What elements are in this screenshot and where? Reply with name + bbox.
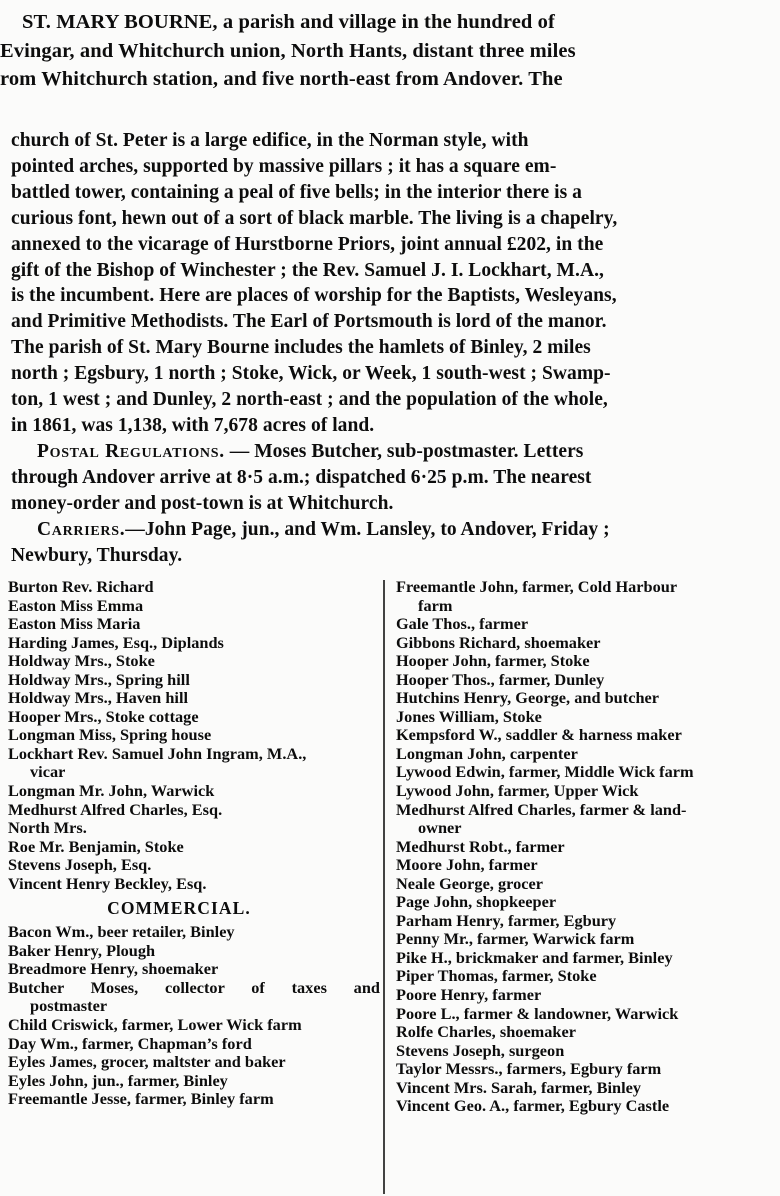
body-line: gift of the Bishop of Winchester ; the Rev. Samuel J. I. Lockhart, M.A.,: [11, 259, 604, 281]
list-item: Stevens Joseph, Esq.: [8, 855, 152, 875]
header-line: rom Whitchurch station, and five north-east from Andover. The: [0, 68, 563, 90]
body-line: pointed arches, supported by massive pillars ; it has a square em-: [11, 155, 557, 177]
list-item: Roe Mr. Benjamin, Stoke: [8, 836, 184, 856]
list-item: Holdway Mrs., Stoke: [8, 651, 155, 671]
header-line: Evingar, and Whitchurch union, North Hants, distant three miles: [0, 39, 576, 62]
carriers-label: Carriers.: [37, 518, 126, 540]
list-item: Page John, shopkeeper: [396, 892, 557, 912]
list-item: Breadmore Henry, shoemaker: [8, 959, 219, 979]
carriers-line: Newbury, Thursday.: [11, 544, 183, 566]
list-item: Medhurst Robt., farmer: [396, 836, 565, 856]
list-item: Gibbons Richard, shoemaker: [396, 632, 601, 652]
body-line: The parish of St. Mary Bourne includes the hamlets of Binley, 2 miles: [11, 337, 591, 359]
list-item: Neale George, grocer: [396, 873, 544, 893]
list-item: Hutchins Henry, George, and butcher: [396, 688, 660, 708]
list-item: Eyles James, grocer, maltster and baker: [8, 1052, 286, 1072]
postal-regulations-label: Postal Regulations.: [37, 440, 225, 462]
body-line: curious font, hewn out of a sort of black marble. The living is a chapelry,: [11, 207, 618, 229]
list-item: Taylor Messrs., farmers, Egbury farm: [396, 1059, 662, 1079]
list-item-continuation: farm: [418, 595, 453, 615]
postal-regulations-line: money-order and post-town is at Whitchurch.: [11, 492, 394, 514]
body-line: north ; Egsbury, 1 north ; Stoke, Wick, or Week, 1 south-west ; Swamp-: [11, 363, 611, 385]
list-item: Rolfe Charles, shoemaker: [396, 1022, 576, 1042]
list-item: Hooper John, farmer, Stoke: [396, 651, 590, 671]
list-item: Moore John, farmer: [396, 855, 538, 875]
body-text: [11, 128, 769, 568]
list-item: Poore L., farmer & landowner, Warwick: [396, 1003, 679, 1023]
list-item: North Mrs.: [8, 818, 87, 838]
list-item: Stevens Joseph, surgeon: [396, 1040, 565, 1060]
list-item: Penny Mr., farmer, Warwick farm: [396, 929, 635, 949]
directory-column-left: [8, 578, 380, 1196]
body-line: annexed to the vicarage of Hurstborne Priors, joint annual £202, in the: [11, 233, 604, 255]
body-line: church of St. Peter is a large edifice, in the Norman style, with: [11, 130, 529, 151]
postal-regulations-line: through Andover arrive at 8·5 a.m.; dispatched 6·25 p.m. The nearest: [11, 466, 592, 488]
carriers-text: —John Page, jun., and Wm. Lansley, to Andover, Friday ;: [125, 518, 610, 540]
list-item: Vincent Henry Beckley, Esq.: [8, 873, 207, 893]
list-item: Piper Thomas, farmer, Stoke: [396, 966, 597, 986]
directory-columns: [0, 578, 780, 1196]
list-item-continuation: postmaster: [30, 996, 108, 1016]
list-item: Longman Miss, Spring house: [8, 725, 212, 745]
list-item: Longman John, carpenter: [396, 743, 578, 763]
list-item: Lywood Edwin, farmer, Middle Wick farm: [396, 762, 694, 782]
list-item: Butcher Moses, collector of taxes and: [8, 977, 380, 997]
list-item: Lywood John, farmer, Upper Wick: [396, 781, 639, 801]
directory-column-right: [396, 578, 774, 1196]
list-item: Gale Thos., farmer: [396, 614, 529, 634]
list-item: Jones William, Stoke: [396, 706, 542, 726]
postal-regulations-line: [11, 439, 769, 465]
list-item-continuation: vicar: [30, 762, 66, 782]
list-item: Eyles John, jun., farmer, Binley: [8, 1070, 228, 1090]
list-item: Kempsford W., saddler & harness maker: [396, 725, 682, 745]
list-item: Burton Rev. Richard: [8, 578, 154, 596]
list-item: Hooper Mrs., Stoke cottage: [8, 706, 199, 726]
list-item-continuation: owner: [418, 818, 462, 838]
section-heading-commercial: COMMERCIAL.: [107, 898, 251, 919]
list-item: Vincent Mrs. Sarah, farmer, Binley: [396, 1077, 642, 1097]
list-item: Vincent Geo. A., farmer, Egbury Castle: [396, 1096, 670, 1116]
postal-regulations-text: — Moses Butcher, sub-postmaster. Letters: [224, 440, 584, 462]
list-item: Easton Miss Emma: [8, 595, 144, 615]
body-line: and Primitive Methodists. The Earl of Portsmouth is lord of the manor.: [11, 311, 607, 333]
list-item: Longman Mr. John, Warwick: [8, 781, 215, 801]
header-line: ST. MARY BOURNE, a parish and village in the hundred of: [22, 11, 555, 33]
list-item: Freemantle Jesse, farmer, Binley farm: [8, 1089, 274, 1109]
list-item: Pike H., brickmaker and farmer, Binley: [396, 947, 673, 967]
list-item: Harding James, Esq., Diplands: [8, 632, 224, 652]
list-item: Lockhart Rev. Samuel John Ingram, M.A.,: [8, 743, 307, 763]
body-line: battled tower, containing a peal of five bells; in the interior there is a: [11, 181, 582, 203]
list-item: Medhurst Alfred Charles, farmer & land-: [396, 799, 687, 819]
list-item: Bacon Wm., beer retailer, Binley: [8, 922, 235, 942]
list-item: Hooper Thos., farmer, Dunley: [396, 669, 605, 689]
list-item: Holdway Mrs., Spring hill: [8, 669, 190, 689]
body-line: in 1861, was 1,138, with 7,678 acres of land.: [11, 414, 375, 436]
list-item: Baker Henry, Plough: [8, 940, 156, 960]
page-header: [0, 8, 780, 94]
list-item: Day Wm., farmer, Chapman’s ford: [8, 1033, 252, 1053]
list-item: Child Criswick, farmer, Lower Wick farm: [8, 1015, 302, 1035]
list-item: Holdway Mrs., Haven hill: [8, 688, 189, 708]
list-item: Medhurst Alfred Charles, Esq.: [8, 799, 223, 819]
list-item: Poore Henry, farmer: [396, 985, 542, 1005]
body-line: is the incumbent. Here are places of worship for the Baptists, Wesleyans,: [11, 285, 617, 307]
list-item: Easton Miss Maria: [8, 614, 141, 634]
carriers-line: [11, 517, 769, 543]
list-item: Parham Henry, farmer, Egbury: [396, 910, 617, 930]
list-item: Freemantle John, farmer, Cold Harbour: [396, 578, 678, 596]
body-line: ton, 1 west ; and Dunley, 2 north-east ; and the population of the whole,: [11, 389, 608, 411]
column-divider-rule: [383, 580, 385, 1194]
